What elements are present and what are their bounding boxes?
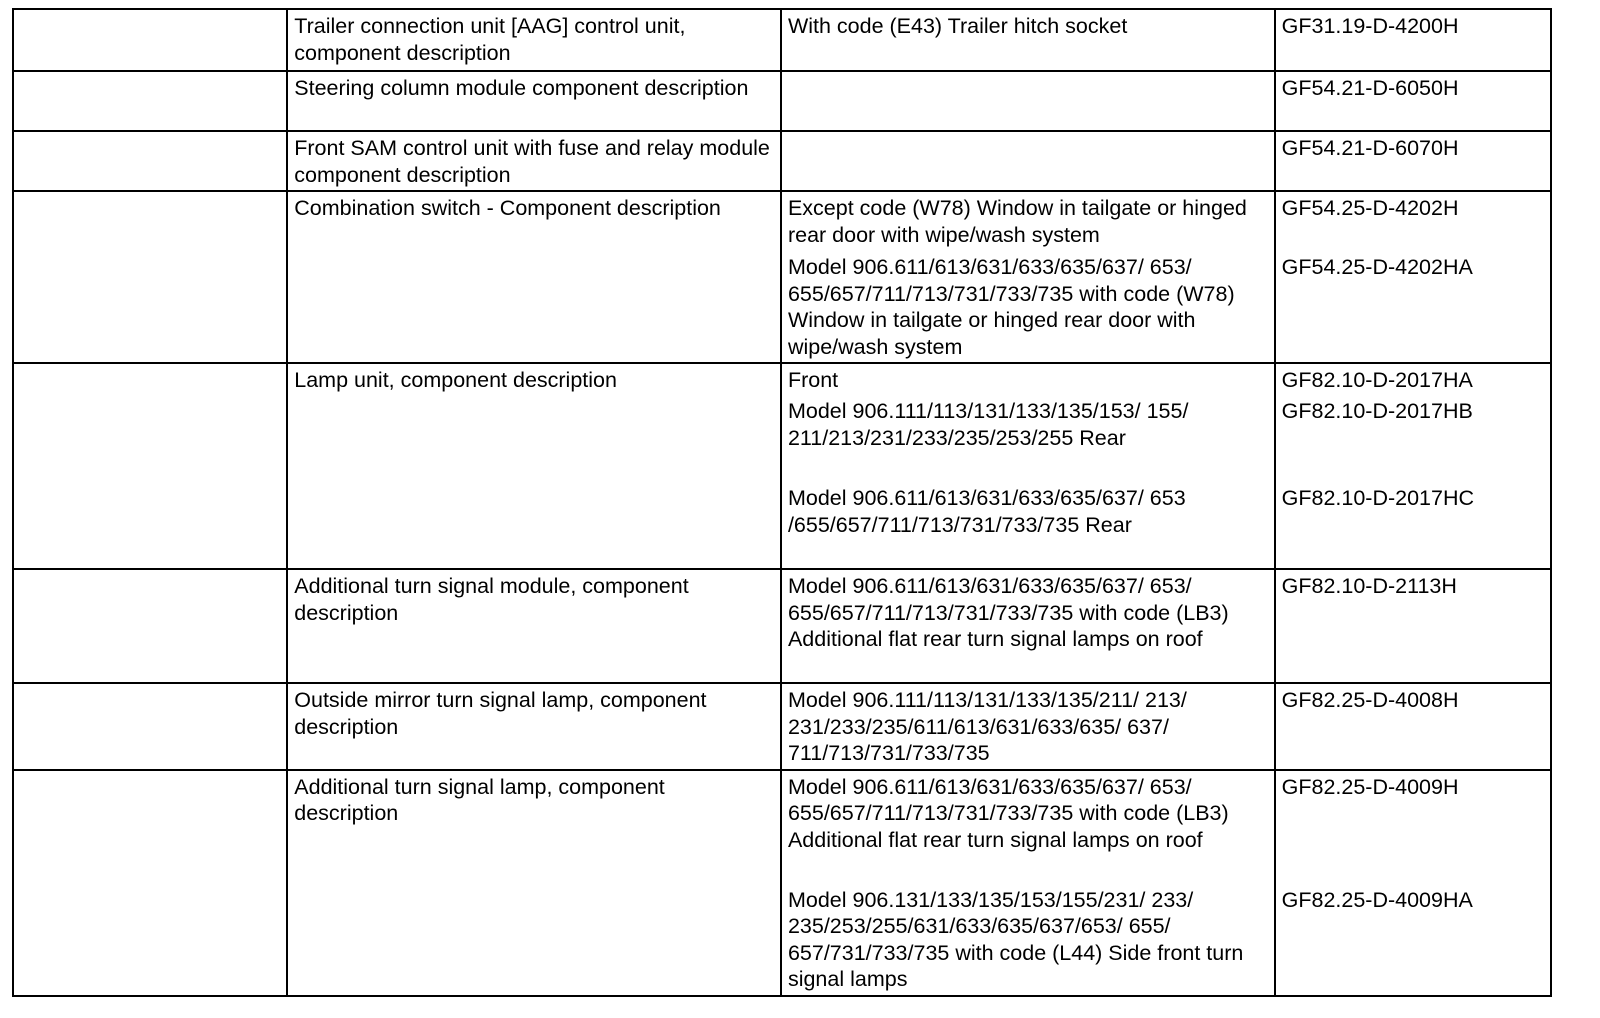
document-code: GF82.10-D-2017HB [1281,399,1473,423]
table-row [13,9,1551,71]
document-code-cell: GF54.21-D-6050H [1275,71,1551,131]
condition-cell: Model 906.611/613/631/633/635/637/ 653/ 655/657/711/713/731/733/735 with code (LB3) Additional flat rear turn signal lamps on roof [781,569,1275,683]
condition-cell [781,191,1275,363]
document-code-cell [1275,191,1551,363]
document-code: GF54.25-D-4202H [1281,196,1459,220]
condition-entry: Front [787,368,839,392]
document-code: GF82.10-D-2017HA [1281,368,1473,392]
condition-cell [781,131,1275,191]
condition-entry: Model 906.131/133/135/153/155/231/ 233/ 235/253/255/631/633/635/637/653/ 655/ 657/731/733/735 with code (L44) Side front turn signal lamps [787,887,1244,991]
empty-cell [13,569,287,683]
description-cell: Trailer connection unit [AAG] control unit, component description [287,9,781,71]
empty-cell [13,9,287,71]
document-code-cell [1275,363,1551,569]
table-row [13,71,1551,131]
document-code: GF82.25-D-4009HA [1281,887,1473,912]
condition-cell [781,71,1275,131]
condition-cell [781,363,1275,569]
condition-entry: Except code (W78) Window in tailgate or hinged rear door with wipe/wash system [787,196,1247,247]
document-code-cell [1275,770,1551,996]
empty-cell [13,363,287,569]
document-code-cell: GF82.10-D-2113H [1275,569,1551,683]
empty-cell [13,191,287,363]
table-row [13,683,1551,770]
description-cell: Front SAM control unit with fuse and relay module component description [287,131,781,191]
description-cell: Combination switch - Component description [287,191,781,363]
table-row [13,131,1551,191]
document-code: GF82.25-D-4009H [1281,774,1459,799]
empty-cell [13,683,287,770]
condition-cell: With code (E43) Trailer hitch socket [781,9,1275,71]
table-row [13,569,1551,683]
description-cell: Additional turn signal lamp, component description [287,770,781,996]
component-description-table [12,8,1552,997]
condition-cell: Model 906.111/113/131/133/135/211/ 213/ 231/233/235/611/613/631/633/635/ 637/ 711/713/731/733/735 [781,683,1275,770]
condition-entry: Model 906.111/113/131/133/135/153/ 155/ 211/213/231/233/235/253/255 Rear [787,399,1189,450]
empty-cell [13,71,287,131]
description-cell: Outside mirror turn signal lamp, component description [287,683,781,770]
document-code-cell: GF82.25-D-4008H [1275,683,1551,770]
table-row [13,770,1551,996]
description-cell: Steering column module component description [287,71,781,131]
document-code: GF82.10-D-2017HC [1281,486,1475,510]
empty-cell [13,131,287,191]
condition-entry: Model 906.611/613/631/633/635/637/ 653/ 655/657/711/713/731/733/735 with code (W78) Window in tailgate or hinged rear door with wipe/wash system [787,255,1235,359]
description-cell: Additional turn signal module, component description [287,569,781,683]
document-code-cell: GF54.21-D-6070H [1275,131,1551,191]
condition-cell [781,770,1275,996]
table-row [13,363,1551,569]
document-code: GF54.25-D-4202HA [1281,255,1473,279]
document-code-cell: GF31.19-D-4200H [1275,9,1551,71]
condition-entry: Model 906.611/613/631/633/635/637/ 653/ 655/657/711/713/731/733/735 with code (LB3) Additional flat rear turn signal lamps on roof [787,774,1229,852]
table-row [13,191,1551,363]
empty-cell [13,770,287,996]
condition-entry: Model 906.611/613/631/633/635/637/ 653 /655/657/711/713/731/733/735 Rear [787,486,1186,537]
description-cell: Lamp unit, component description [287,363,781,569]
